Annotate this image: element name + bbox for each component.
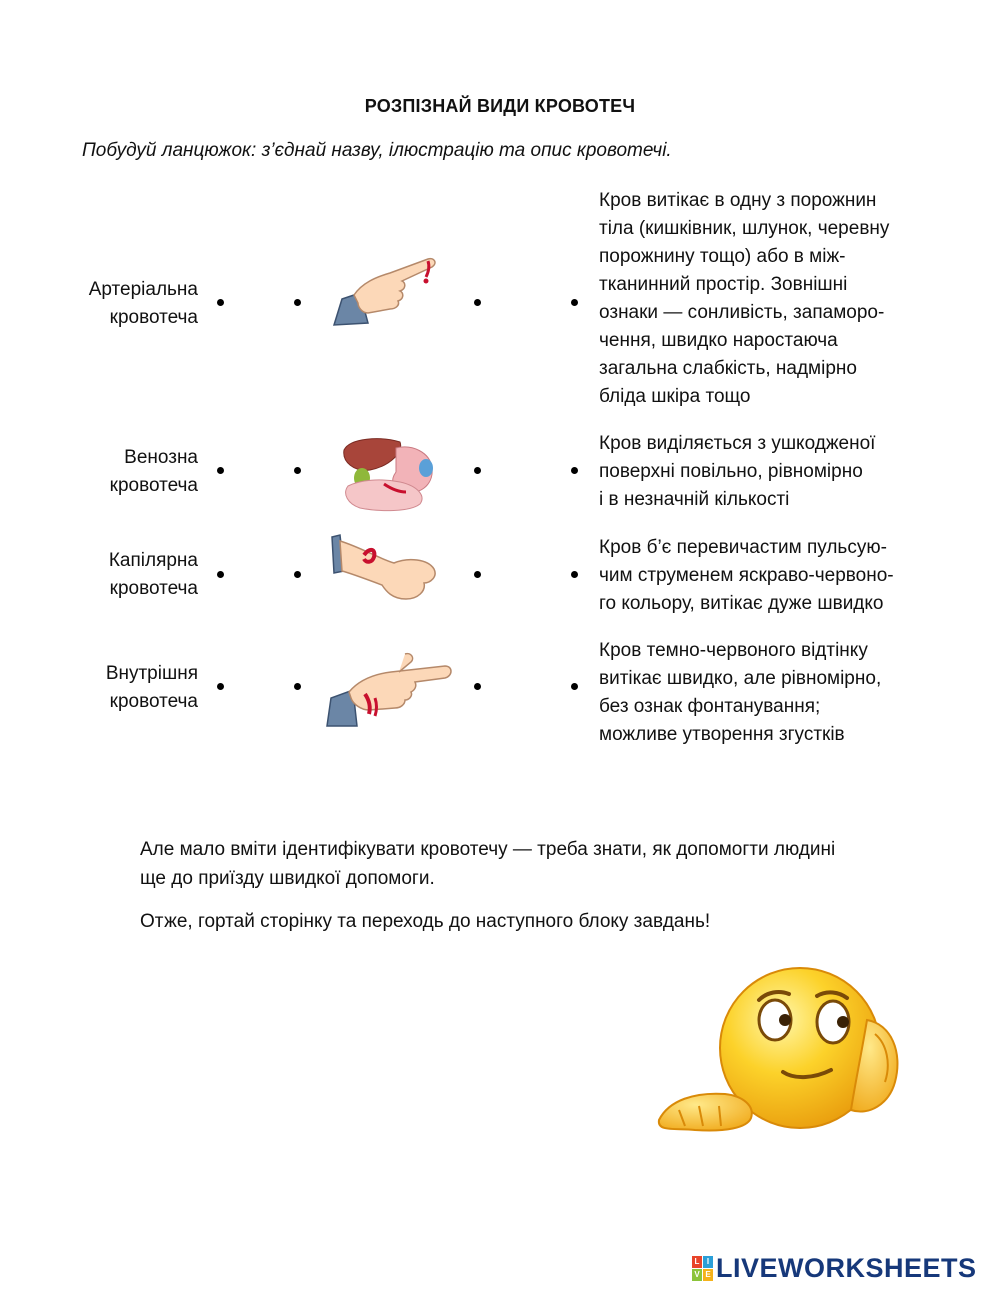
- name-line: Внутрішня: [105, 663, 198, 684]
- description-3: [599, 534, 939, 618]
- desc-line: Кров темно-червоного відтінку: [599, 640, 868, 661]
- connect-dot-desc-2[interactable]: [571, 467, 578, 474]
- desc-line: поверхні повільно, рівномірно: [599, 461, 863, 482]
- connect-dot-illus-right-4[interactable]: [474, 683, 481, 690]
- desc-line: тканинний простір. Зовнішні: [599, 274, 848, 295]
- illustration-1: [332, 253, 444, 333]
- desc-line: чення, швидко наростаюча: [599, 330, 838, 351]
- para-line: ще до приїзду швидкої допомоги.: [140, 868, 435, 889]
- thinking-emoji-icon: [655, 960, 940, 1150]
- illustration-3: [330, 533, 440, 610]
- connect-dot-illus-left-4[interactable]: [294, 683, 301, 690]
- desc-line: бліда шкіра тощо: [599, 386, 751, 407]
- connect-dot-name-3[interactable]: [217, 571, 224, 578]
- illustration-2: [340, 432, 440, 517]
- internal-organs-icon: [340, 432, 440, 512]
- name-line: Капілярна: [108, 550, 198, 571]
- connect-dot-name-1[interactable]: [217, 299, 224, 306]
- emoji-illustration: [655, 960, 940, 1155]
- desc-line: порожнину тощо) або в між-: [599, 246, 846, 267]
- logo-letter: E: [703, 1269, 713, 1281]
- bleeding-hand-icon: [325, 648, 455, 730]
- desc-line: загальна слабкість, надмірно: [599, 358, 857, 379]
- brand-name: LIVEWORKSHEETS: [716, 1253, 977, 1283]
- next-block-paragraph: [140, 907, 940, 936]
- desc-line: ознаки — сонливість, запаморо-: [599, 302, 885, 323]
- name-internal: [106, 660, 198, 716]
- bleeding-wrist-icon: [330, 533, 440, 605]
- para-line: Отже, гортай сторінку та переходь до наступного блоку завдань!: [140, 911, 711, 932]
- name-arterial: [89, 276, 198, 332]
- desc-line: Кров виділяється з ушкодженої: [599, 433, 876, 454]
- desc-line: го кольору, витікає дуже швидко: [599, 593, 884, 614]
- logo-letter: I: [703, 1256, 713, 1268]
- connect-dot-illus-left-1[interactable]: [294, 299, 301, 306]
- logo-letter: L: [692, 1256, 702, 1268]
- name-line: кровотеча: [109, 475, 198, 496]
- desc-line: Кров витікає в одну з порожнин: [599, 190, 877, 211]
- desc-line: витікає швидко, але рівномірно,: [599, 668, 882, 689]
- desc-line: Кров б’є перевичастим пульсую-: [599, 537, 887, 558]
- desc-line: чим струменем яскраво-червоно-: [599, 565, 894, 586]
- logo-letter: V: [692, 1269, 702, 1281]
- connect-dot-desc-3[interactable]: [571, 571, 578, 578]
- name-venous: [110, 444, 198, 500]
- connect-dot-illus-right-1[interactable]: [474, 299, 481, 306]
- connect-dot-desc-1[interactable]: [571, 299, 578, 306]
- bleeding-finger-icon: [332, 253, 444, 328]
- advice-paragraph: [140, 835, 940, 893]
- desc-line: і в незначній кількості: [599, 489, 790, 510]
- desc-line: без ознак фонтанування;: [599, 696, 821, 717]
- connect-dot-desc-4[interactable]: [571, 683, 578, 690]
- para-line: Але мало вміти ідентифікувати кровотечу — треба знати, як допомогти людині: [140, 839, 836, 860]
- name-line: Артеріальна: [88, 279, 198, 300]
- page-title: РОЗПІЗНАЙ ВИДИ КРОВОТЕЧ: [364, 96, 636, 116]
- connect-dot-illus-right-2[interactable]: [474, 467, 481, 474]
- name-capillary: [109, 547, 198, 603]
- connect-dot-illus-right-3[interactable]: [474, 571, 481, 578]
- brand-logo-mark: [692, 1256, 713, 1281]
- connect-dot-illus-left-2[interactable]: [294, 467, 301, 474]
- illustration-4: [325, 648, 455, 735]
- description-2: [599, 430, 939, 514]
- description-4: [599, 637, 939, 749]
- name-line: кровотеча: [109, 691, 198, 712]
- name-line: кровотеча: [109, 307, 198, 328]
- name-line: кровотеча: [109, 578, 198, 599]
- desc-line: тіла (кишківник, шлунок, черевну: [599, 218, 890, 239]
- description-1: [599, 187, 939, 411]
- connect-dot-name-4[interactable]: [217, 683, 224, 690]
- connect-dot-illus-left-3[interactable]: [294, 571, 301, 578]
- name-line: Венозна: [124, 447, 198, 468]
- connect-dot-name-2[interactable]: [217, 467, 224, 474]
- instruction-text: Побудуй ланцюжок: з’єднай назву, ілюстрацію та опис кровотечі.: [82, 140, 672, 161]
- desc-line: можливе утворення згустків: [599, 724, 845, 745]
- liveworksheets-logo[interactable]: [692, 1253, 977, 1284]
